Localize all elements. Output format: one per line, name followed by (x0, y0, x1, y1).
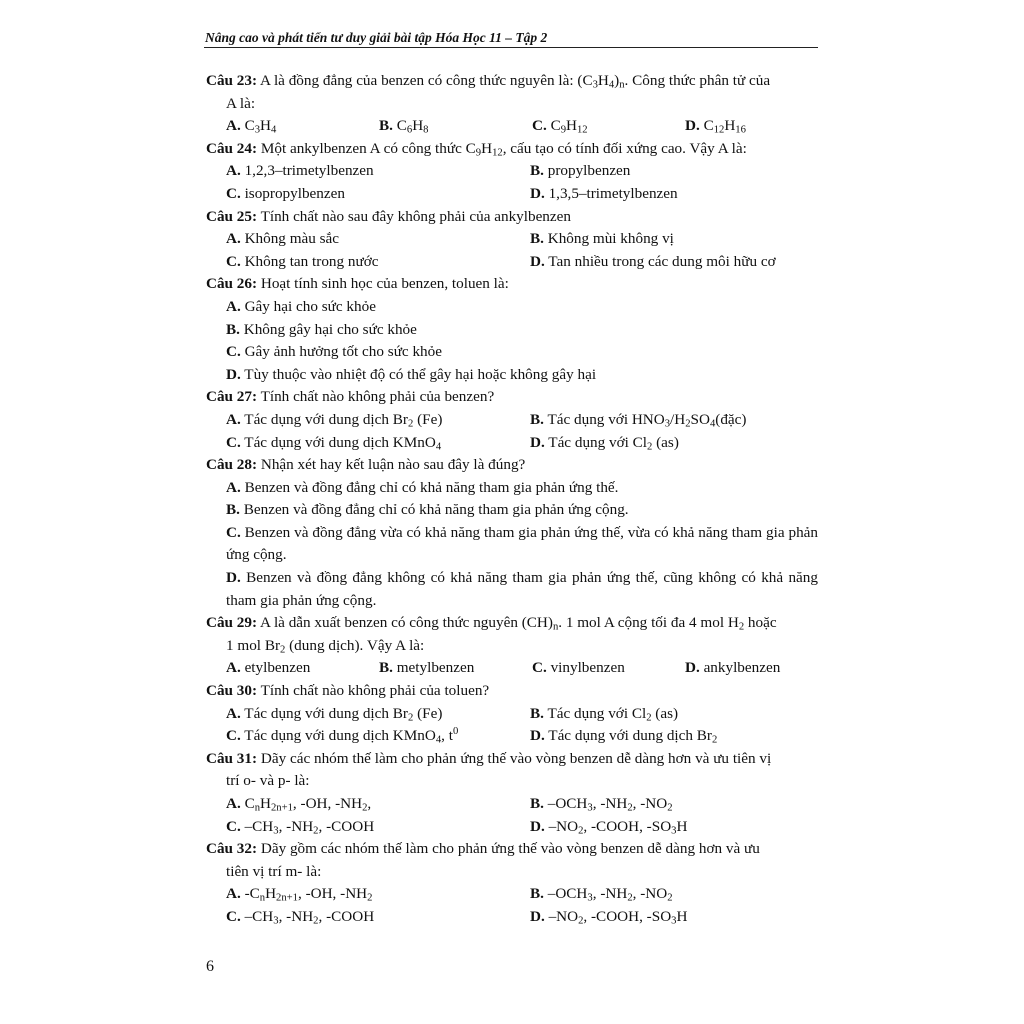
page-number: 6 (206, 958, 214, 975)
option-a[interactable]: A. $C_3H_4$ (226, 117, 277, 136)
option-a[interactable]: A. Gây hại cho sức khỏe (226, 297, 376, 315)
option-b[interactable]: B. $C_6H_8$ (379, 117, 429, 136)
option-d[interactable]: D. 1,3,5–trimetylbenzen (530, 184, 678, 202)
option-a[interactable]: A. Tác dụng với dung dịch $Br_2$ (Fe) (226, 410, 443, 430)
option-a[interactable]: A. Benzen và đồng đẳng chỉ có khả năng tham gia phản ứng thế. (226, 478, 619, 496)
option-c[interactable]: C. $C_9H_{12}$ (532, 117, 588, 136)
question-number: Câu 23: (206, 72, 258, 89)
option-c[interactable]: C. vinylbenzen (532, 659, 625, 677)
question-32-stem-cont: tiên vị trí m- là: (226, 862, 322, 880)
option-d[interactable]: D. Tùy thuộc vào nhiệt độ có thể gây hại hoặc không gây hại (226, 365, 597, 383)
option-a[interactable]: A. $C_nH_{2n+1}$, -OH, $-NH_2$, (226, 795, 372, 814)
option-a[interactable]: A. Không màu sắc (226, 230, 340, 248)
option-c[interactable]: C. Benzen và đồng đẳng vừa có khả năng tham gia phản ứng thế, vừa có khả năng tham gia phản ứng cộng. (226, 523, 818, 564)
answer-row (206, 115, 818, 138)
option-b[interactable]: B. $-OCH_3$, $-NH_2$, $-NO_2$ (530, 795, 673, 814)
option-d[interactable]: D. $-NO_2$, -COOH, $-SO_3H$ (530, 817, 688, 837)
answer-row (206, 657, 818, 680)
question-29 (206, 612, 818, 680)
question-31 (206, 748, 818, 838)
question-24-stem: Câu 24: Một ankylbenzen A có công thức $C_9H_{12}$, cấu tạo có tính đối xứng cao. Vậy A là: (206, 139, 747, 159)
answer-row (206, 251, 818, 274)
question-23-stem-cont: A là: (226, 94, 256, 112)
option-a[interactable]: A. $-C_nH_{2n+1}$, -OH, $-NH_2$ (226, 885, 373, 905)
option-d[interactable]: D. ankylbenzen (685, 659, 781, 677)
header-rule (204, 47, 818, 48)
answer-row (206, 725, 818, 748)
option-d[interactable]: D. Tác dụng với $Cl_2$ (as) (530, 433, 679, 453)
question-26 (206, 273, 818, 386)
answer-row (206, 160, 818, 183)
option-c[interactable]: C. Không tan trong nước (226, 252, 379, 270)
option-d[interactable]: D. Tan nhiều trong các dung môi hữu cơ (530, 252, 776, 270)
option-b[interactable]: B. metylbenzen (379, 659, 475, 677)
answer-row (206, 703, 818, 726)
question-31-stem: Câu 31: Dãy các nhóm thế làm cho phản ứng thế vào vòng benzen dễ dàng hơn và ưu tiên vị (206, 749, 772, 767)
option-d[interactable]: D. $-NO_2$, -COOH, $-SO_3H$ (530, 907, 688, 927)
question-list (206, 70, 818, 929)
answer-row (206, 183, 818, 206)
question-27-stem: Câu 27: Tính chất nào không phải của benzen? (206, 388, 495, 406)
question-26-stem: Câu 26: Hoạt tính sinh học của benzen, toluen là: (206, 275, 509, 293)
option-b[interactable]: B. propylbenzen (530, 162, 631, 180)
option-c[interactable]: C. $-CH_3$, $-NH_2$, -COOH (226, 907, 375, 927)
question-31-stem-cont: trí o- và p- là: (226, 772, 310, 790)
question-32-stem: Câu 32: Dãy gồm các nhóm thế làm cho phản ứng thế vào vòng benzen dễ dàng hơn và ưu (206, 840, 760, 858)
option-a[interactable]: A. 1,2,3–trimetylbenzen (226, 162, 374, 180)
answer-row (206, 816, 818, 839)
question-28-stem: Câu 28: Nhận xét hay kết luận nào sau đây là đúng? (206, 456, 526, 474)
option-c[interactable]: C. Tác dụng với dung dịch KMnO$_4$, $t^0$ (226, 726, 459, 746)
option-c[interactable]: C. Gây ảnh hưởng tốt cho sức khỏe (226, 343, 442, 361)
option-a[interactable]: A. etylbenzen (226, 659, 311, 677)
answer-row (206, 409, 818, 432)
answer-row (206, 793, 818, 816)
option-b[interactable]: B. $-OCH_3$, $-NH_2$, $-NO_2$ (530, 885, 673, 905)
option-d[interactable]: D. Tác dụng với dung dịch $Br_2$ (530, 727, 718, 746)
answer-row (206, 432, 818, 455)
option-d[interactable]: D. $C_{12}H_{16}$ (685, 117, 746, 136)
option-b[interactable]: B. Tác dụng với $Cl_2$ (as) (530, 704, 679, 724)
option-d[interactable]: D. Benzen và đồng đẳng không có khả năng tham gia phản ứng thế, cũng không có khả năng tham gia phản ứng cộng. (226, 569, 818, 609)
option-c[interactable]: C. isopropylbenzen (226, 184, 345, 202)
option-b[interactable]: B. Không gây hại cho sức khỏe (226, 320, 417, 338)
option-b[interactable]: B. Không mùi không vị (530, 230, 674, 248)
question-29-stem-cont: 1 mol $Br_2$ (dung dịch). Vậy A là: (226, 636, 425, 656)
running-header: Nâng cao và phát tiển tư duy giải bài tập Hóa Học 11 – Tập 2 (205, 30, 548, 45)
question-30-stem: Câu 30: Tính chất nào không phải của toluen? (206, 682, 490, 700)
question-29-stem: Câu 29: A là dẫn xuất benzen có công thức nguyên $(CH)_n$. 1 mol A cộng tối đa 4 mol $H_2$ hoặc (206, 614, 777, 633)
question-23 (206, 70, 818, 138)
option-c[interactable]: C. $-CH_3$, $-NH_2$, -COOH (226, 817, 375, 837)
answer-row (206, 228, 818, 251)
option-c[interactable]: C. Tác dụng với dung dịch KMnO$_4$ (226, 433, 442, 453)
option-b[interactable]: B. Tác dụng với $HNO_3/H_2SO_4(đặc)$ (530, 410, 747, 430)
question-27 (206, 386, 818, 454)
answer-row (206, 883, 818, 906)
question-28 (206, 454, 818, 612)
question-23-stem: Câu 23: A là đồng đẳng của benzen có công thức nguyên là: $(C_3H_4)_n$. Công thức phân tử của (206, 72, 771, 91)
answer-row (206, 906, 818, 929)
question-25-stem: Câu 25: Tính chất nào sau đây không phải của ankylbenzen (206, 207, 571, 225)
question-30 (206, 680, 818, 748)
option-b[interactable]: B. Benzen và đồng đẳng chỉ có khả năng tham gia phản ứng cộng. (226, 501, 629, 519)
question-32 (206, 838, 818, 928)
option-a[interactable]: A. Tác dụng với dung dịch $Br_2$ (Fe) (226, 704, 443, 724)
question-25 (206, 206, 818, 274)
question-24 (206, 138, 818, 206)
